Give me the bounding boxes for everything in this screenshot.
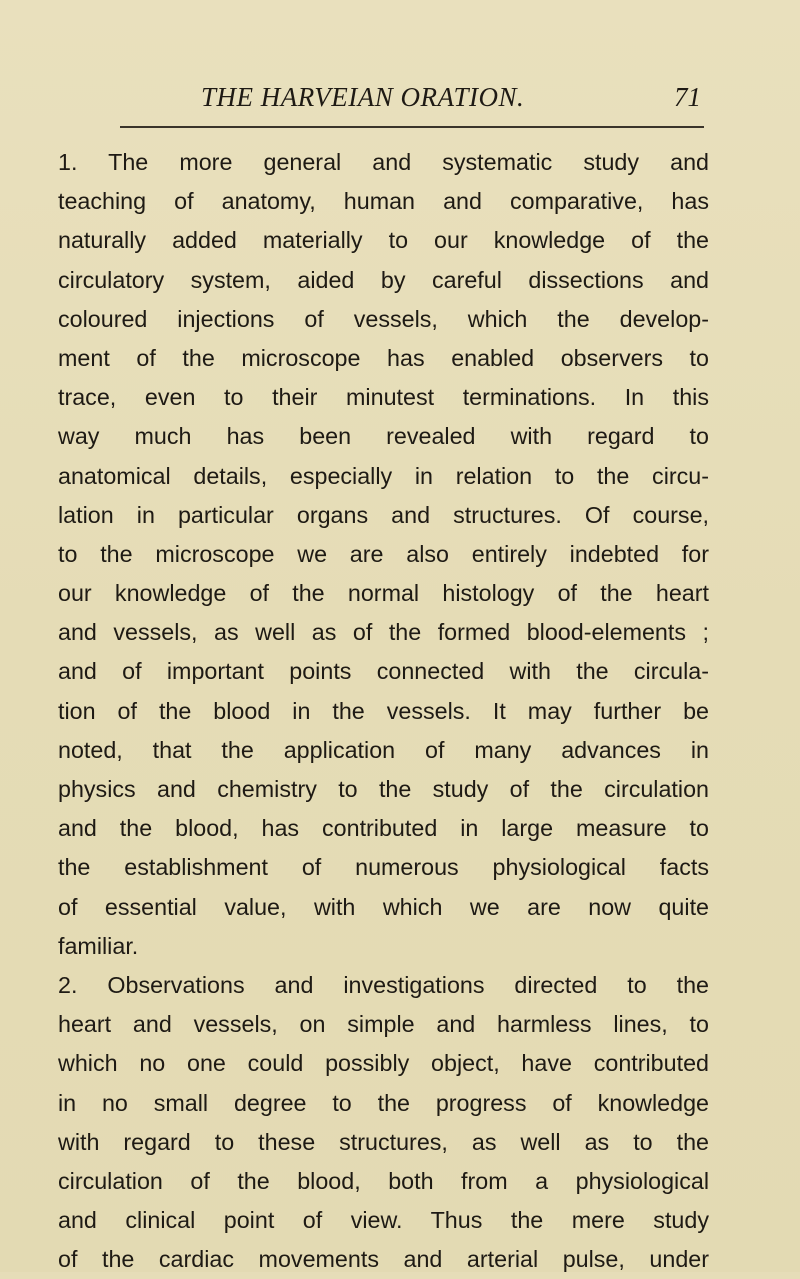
text-line: and vessels, as well as of the formed blood-elements ; [58,619,709,646]
page-header [115,80,707,120]
text-line: noted, that the application of many advances in [58,736,709,763]
text-line: ment of the microscope has enabled observers to [58,344,709,371]
text-line: physics and chemistry to the study of the circulation [58,776,709,802]
text-line: teaching of anatomy, human and comparative, has [58,188,709,215]
text-line: naturally added materially to our knowledge of the [58,227,709,254]
running-title: THE HARVEIAN ORATION. [201,82,525,112]
text-line: with regard to these structures, as well as to the [58,1128,709,1155]
text-line: way much has been revealed with regard to [58,423,709,450]
text-line: coloured injections of vessels, which the develop- [58,305,709,332]
text-line: the establishment of numerous physiological facts [58,854,709,881]
page-number: 71 [674,82,701,112]
text-line: trace, even to their minutest terminations. In this [58,384,709,411]
text-line: our knowledge of the normal histology of the heart [58,580,709,607]
text-line: and of important points connected with the circula- [58,658,709,685]
body-text [58,143,709,1279]
paragraph-2 [58,966,709,1279]
header-rule [120,126,704,128]
text-line: and clinical point of view. Thus the mere study [58,1207,709,1234]
text-line: to the microscope we are also entirely indebted for [58,540,709,567]
text-line: lation in particular organs and structures. Of course, [58,501,709,528]
text-line: which no one could possibly object, have contributed [58,1050,709,1077]
text-line: tion of the blood in the vessels. It may further be [58,697,709,724]
text-line: in no small degree to the progress of knowledge [58,1089,709,1116]
text-line: familiar. [58,932,139,959]
text-line: of the cardiac movements and arterial pulse, under [58,1246,709,1273]
text-line: 2. Observations and investigations directed to the [58,971,709,998]
text-line: of essential value, with which we are now quite [58,893,709,920]
paragraph-1 [58,143,709,966]
text-line: 1. The more general and systematic study and [58,149,709,175]
text-line: circulatory system, aided by careful dissections and [58,266,709,293]
text-line: circulation of the blood, both from a physiological [58,1167,709,1194]
text-line: heart and vessels, on simple and harmless lines, to [58,1011,709,1038]
text-line: anatomical details, especially in relation to the circu- [58,462,709,489]
text-line: and the blood, has contributed in large measure to [58,815,709,842]
